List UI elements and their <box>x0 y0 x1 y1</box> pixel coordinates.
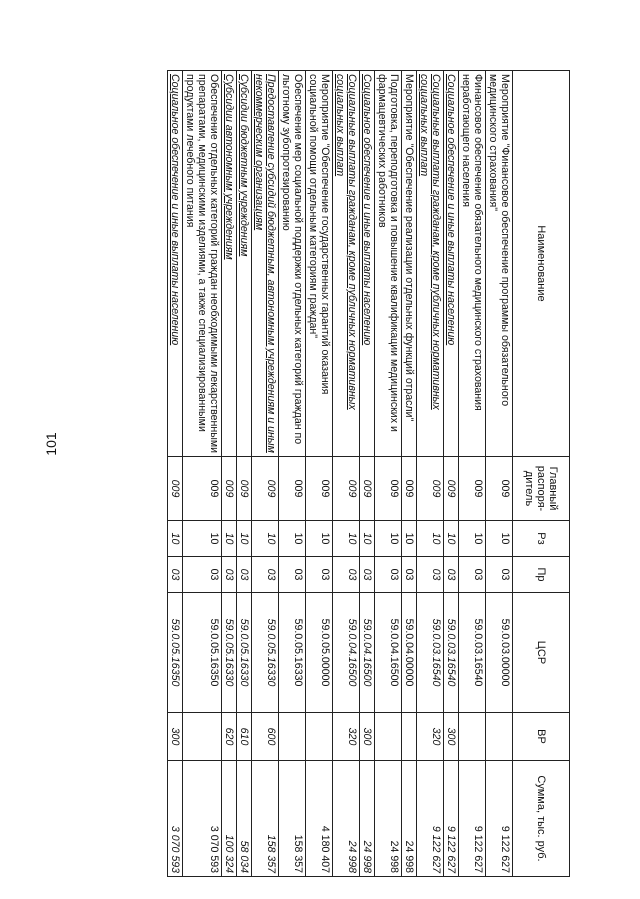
table-row <box>402 71 417 877</box>
cell-admin: 009 <box>168 457 183 521</box>
cell-rz: 10 <box>402 521 417 557</box>
cell-name: Предоставление субсидий бюджетным, автономным учреждениям и иным некоммерческим организациям <box>252 71 279 457</box>
cell-vr <box>306 713 333 761</box>
header-sum: Сумма, тыс. руб. <box>513 761 570 877</box>
cell-sum: 24 998 <box>333 761 360 877</box>
cell-csr: 59.0.05.16330 <box>279 593 306 713</box>
table-header-row <box>513 71 570 877</box>
cell-vr: 620 <box>222 713 237 761</box>
table-row <box>252 71 279 877</box>
cell-sum: 158 357 <box>279 761 306 877</box>
table-row <box>444 71 459 877</box>
cell-rz: 10 <box>459 521 486 557</box>
cell-sum: 58 034 <box>237 761 252 877</box>
cell-rz: 10 <box>444 521 459 557</box>
cell-name: Обеспечение мер социальной поддержки отдельных категорий граждан по льготному зубопротезированию <box>279 71 306 457</box>
cell-rz: 10 <box>168 521 183 557</box>
cell-sum: 24 998 <box>402 761 417 877</box>
cell-csr: 59.0.03.16540 <box>444 593 459 713</box>
cell-vr: 300 <box>360 713 375 761</box>
cell-csr: 59.0.05.16330 <box>237 593 252 713</box>
cell-pr: 03 <box>459 557 486 593</box>
cell-sum: 9 122 627 <box>459 761 486 877</box>
table-row <box>222 71 237 877</box>
cell-admin: 009 <box>279 457 306 521</box>
cell-pr: 03 <box>306 557 333 593</box>
cell-pr: 03 <box>417 557 444 593</box>
cell-rz: 10 <box>417 521 444 557</box>
cell-pr: 03 <box>168 557 183 593</box>
cell-admin: 009 <box>333 457 360 521</box>
cell-admin: 009 <box>444 457 459 521</box>
cell-pr: 03 <box>222 557 237 593</box>
cell-sum: 24 998 <box>375 761 402 877</box>
header-pr: Пр <box>513 557 570 593</box>
cell-rz: 10 <box>360 521 375 557</box>
cell-admin: 009 <box>222 457 237 521</box>
header-name: Наименование <box>513 71 570 457</box>
cell-pr: 03 <box>252 557 279 593</box>
cell-sum: 4 180 407 <box>306 761 333 877</box>
table-row <box>333 71 360 877</box>
cell-sum: 3 070 593 <box>168 761 183 877</box>
cell-csr: 59.0.03.16540 <box>417 593 444 713</box>
table-row <box>375 71 402 877</box>
table-row <box>183 71 222 877</box>
cell-name: Социальное обеспечение и иные выплаты населению <box>168 71 183 457</box>
cell-csr: 59.0.05.16350 <box>183 593 222 713</box>
cell-admin: 009 <box>402 457 417 521</box>
page-number: 101 <box>43 432 59 456</box>
cell-admin: 009 <box>306 457 333 521</box>
cell-name: Финансовое обеспечение обязательного медицинского страхования неработающего населения <box>459 71 486 457</box>
cell-admin: 009 <box>252 457 279 521</box>
cell-vr <box>375 713 402 761</box>
table-row <box>306 71 333 877</box>
cell-csr: 59.0.05.00000 <box>306 593 333 713</box>
cell-name: Социальное обеспечение и иные выплаты населению <box>444 71 459 457</box>
cell-name: Социальные выплаты гражданам, кроме публичных нормативных социальных выплат <box>333 71 360 457</box>
cell-rz: 10 <box>486 521 513 557</box>
cell-pr: 03 <box>333 557 360 593</box>
cell-admin: 009 <box>417 457 444 521</box>
table-row <box>237 71 252 877</box>
cell-sum: 9 122 627 <box>417 761 444 877</box>
table-row <box>417 71 444 877</box>
cell-sum: 9 122 627 <box>486 761 513 877</box>
cell-admin: 009 <box>375 457 402 521</box>
cell-name: Социальное обеспечение и иные выплаты населению <box>360 71 375 457</box>
cell-rz: 10 <box>375 521 402 557</box>
cell-rz: 10 <box>222 521 237 557</box>
cell-rz: 10 <box>279 521 306 557</box>
cell-sum: 9 122 627 <box>444 761 459 877</box>
cell-name: Субсидии бюджетным учреждениям <box>237 71 252 457</box>
cell-name: Субсидии автономным учреждениям <box>222 71 237 457</box>
cell-admin: 009 <box>459 457 486 521</box>
budget-table <box>167 70 570 877</box>
cell-pr: 03 <box>444 557 459 593</box>
cell-pr: 03 <box>486 557 513 593</box>
cell-csr: 59.0.05.16330 <box>222 593 237 713</box>
cell-csr: 59.0.05.16330 <box>252 593 279 713</box>
cell-admin: 009 <box>486 457 513 521</box>
cell-csr: 59.0.04.00000 <box>402 593 417 713</box>
cell-admin: 009 <box>237 457 252 521</box>
table-row <box>459 71 486 877</box>
header-admin: Главный распоря-дитель <box>513 457 570 521</box>
cell-name: Мероприятие "Обеспечение государственных гарантий оказания социальной помощи отдельным категориям граждан" <box>306 71 333 457</box>
cell-csr: 59.0.03.16540 <box>459 593 486 713</box>
cell-sum: 24 998 <box>360 761 375 877</box>
cell-vr: 320 <box>333 713 360 761</box>
cell-pr: 03 <box>183 557 222 593</box>
table-row <box>486 71 513 877</box>
cell-pr: 03 <box>360 557 375 593</box>
cell-pr: 03 <box>279 557 306 593</box>
cell-sum: 158 357 <box>252 761 279 877</box>
cell-name: Обеспечение отдельных категорий граждан необходимыми лекарственными препаратами, медицинскими изделиями, а также специализированными продуктами лечебного питания <box>183 71 222 457</box>
cell-vr: 600 <box>252 713 279 761</box>
header-vr: ВР <box>513 713 570 761</box>
cell-sum: 100 324 <box>222 761 237 877</box>
cell-vr <box>459 713 486 761</box>
cell-pr: 03 <box>237 557 252 593</box>
cell-rz: 10 <box>306 521 333 557</box>
cell-csr: 59.0.04.16500 <box>375 593 402 713</box>
cell-csr: 59.0.05.16350 <box>168 593 183 713</box>
table-body <box>168 71 513 877</box>
cell-admin: 009 <box>183 457 222 521</box>
cell-vr: 320 <box>417 713 444 761</box>
cell-rz: 10 <box>252 521 279 557</box>
cell-name: Подготовка, переподготовка и повышение квалификации медицинских и фармацевтических работников <box>375 71 402 457</box>
cell-rz: 10 <box>237 521 252 557</box>
cell-sum: 3 070 593 <box>183 761 222 877</box>
cell-vr <box>402 713 417 761</box>
cell-vr: 300 <box>168 713 183 761</box>
header-csr: ЦСР <box>513 593 570 713</box>
cell-rz: 10 <box>333 521 360 557</box>
cell-vr: 610 <box>237 713 252 761</box>
table-row <box>279 71 306 877</box>
cell-name: Мероприятие "Обеспечение реализации отдельных функций отрасли" <box>402 71 417 457</box>
cell-pr: 03 <box>375 557 402 593</box>
cell-vr: 300 <box>444 713 459 761</box>
cell-name: Социальные выплаты гражданам, кроме публичных нормативных социальных выплат <box>417 71 444 457</box>
rotated-page-content <box>100 70 570 876</box>
cell-admin: 009 <box>360 457 375 521</box>
header-rz: Рз <box>513 521 570 557</box>
cell-vr <box>279 713 306 761</box>
cell-vr <box>183 713 222 761</box>
cell-csr: 59.0.04.16500 <box>333 593 360 713</box>
cell-csr: 59.0.04.16500 <box>360 593 375 713</box>
cell-rz: 10 <box>183 521 222 557</box>
table-row <box>360 71 375 877</box>
cell-vr <box>486 713 513 761</box>
cell-pr: 03 <box>402 557 417 593</box>
table-row <box>168 71 183 877</box>
cell-name: Мероприятие "Финансовое обеспечение программы обязательного медицинского страхования" <box>486 71 513 457</box>
cell-csr: 59.0.03.00000 <box>486 593 513 713</box>
